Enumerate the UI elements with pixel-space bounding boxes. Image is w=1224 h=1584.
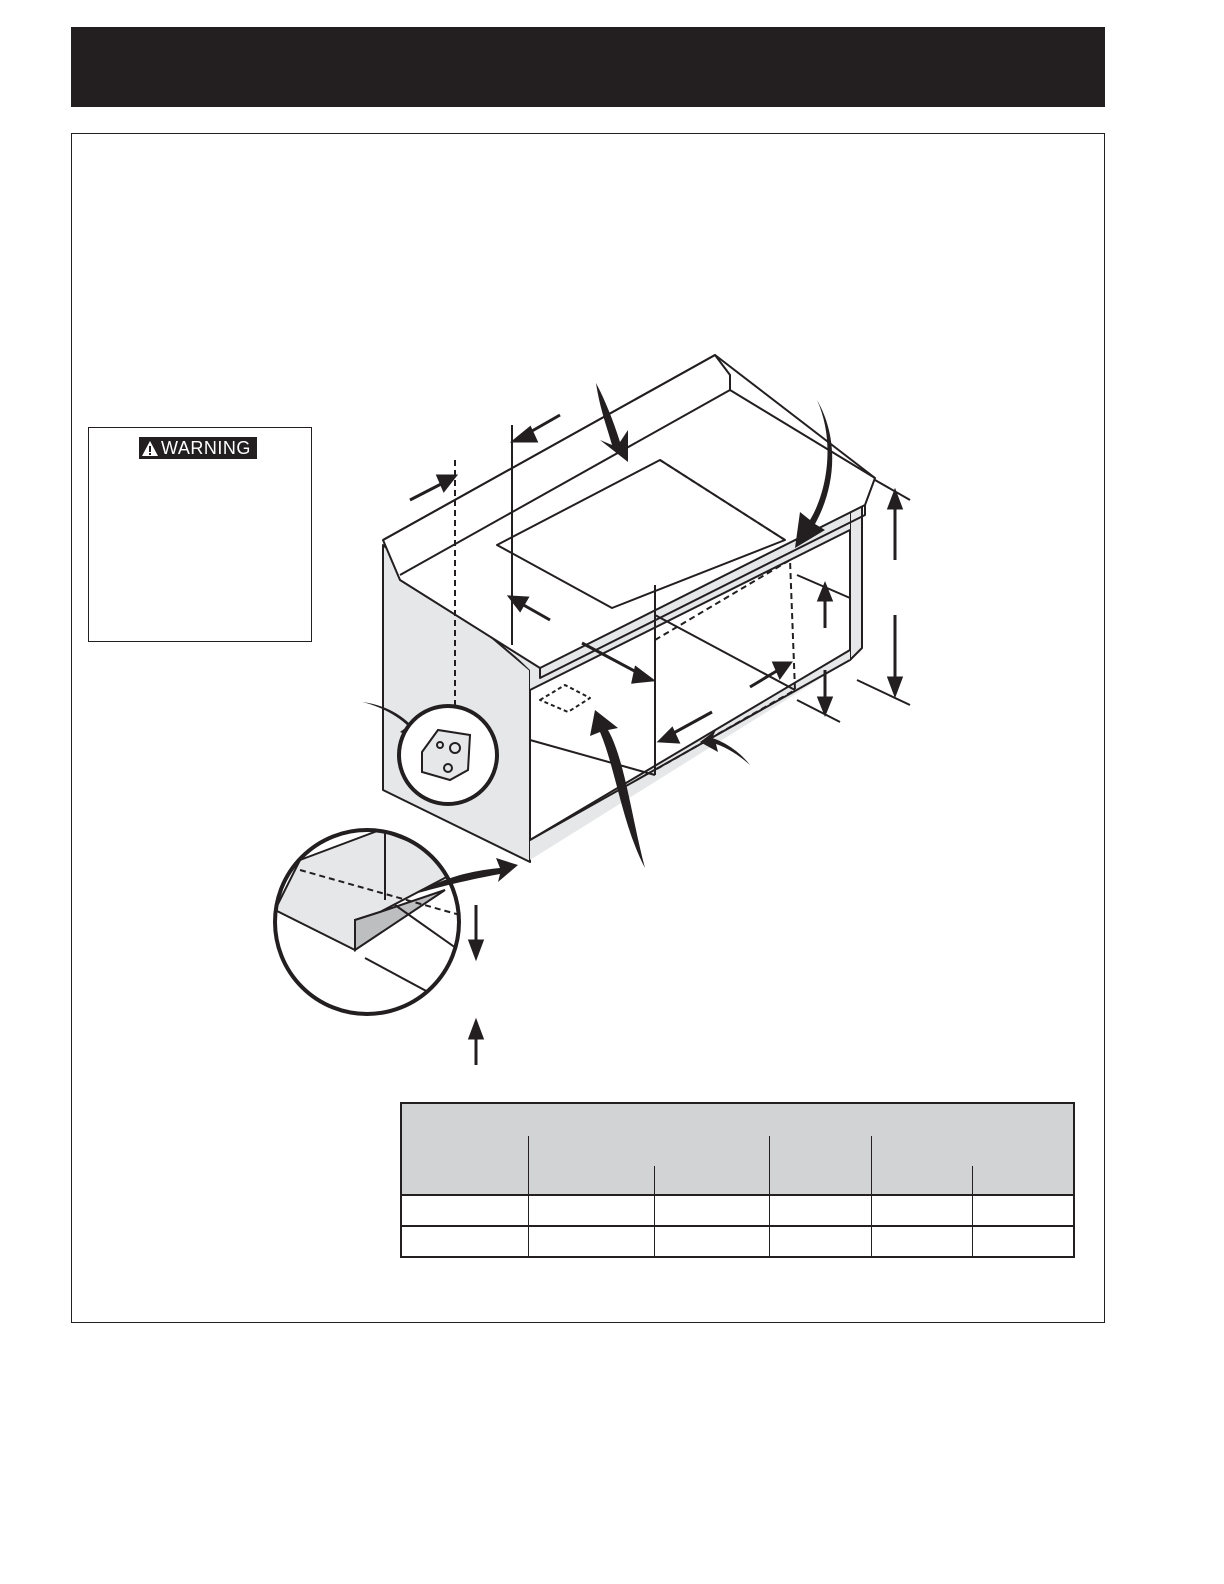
junction-box-detail — [399, 706, 497, 804]
warning-label: WARNING — [161, 438, 251, 458]
warning-badge — [139, 437, 257, 459]
table-row — [400, 1196, 1075, 1227]
spec-table — [400, 1102, 1075, 1257]
table-header — [400, 1102, 1075, 1196]
table-row — [400, 1227, 1075, 1258]
cabinet-right-panel — [850, 490, 862, 660]
toe-kick-detail — [275, 830, 480, 1020]
warning-box — [88, 427, 312, 642]
warning-triangle-icon — [139, 437, 161, 459]
